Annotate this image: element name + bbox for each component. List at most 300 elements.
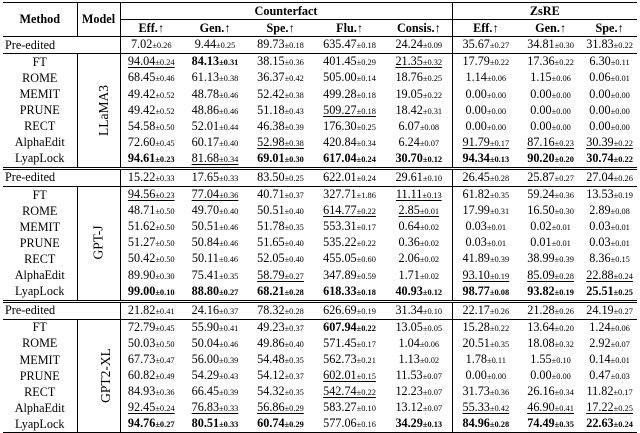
std-text: ±0.52 [155, 90, 175, 100]
std-text: ±0.12 [422, 154, 443, 164]
value-cell [182, 37, 248, 54]
value-cell [182, 135, 248, 151]
value-text: 58.79 [257, 267, 285, 282]
std-text: ±0.45 [155, 323, 175, 333]
std-text: ±0.00 [551, 90, 571, 100]
value-text: 13.64 [527, 319, 555, 334]
std-text: ±0.00 [486, 122, 507, 132]
value-cell [182, 352, 248, 368]
value-text: 91.79 [462, 134, 490, 149]
std-text: ±0.20 [554, 154, 574, 164]
value-text: 562.73 [323, 352, 357, 367]
value-text: 0.00 [530, 86, 552, 101]
metric-header-0: Eff.↑ [120, 20, 182, 37]
value-cell [582, 37, 637, 54]
value-cell [182, 86, 248, 102]
method-name: ROME [22, 203, 58, 218]
value-cell [452, 319, 519, 336]
value-cell [313, 368, 386, 384]
value-cell [248, 37, 313, 54]
std-text: ±0.50 [155, 122, 175, 132]
value-cell [452, 203, 519, 219]
value-text: 51.78 [257, 219, 285, 234]
value-text: 0.14 [589, 352, 611, 367]
value-text: 35.67 [462, 37, 490, 52]
std-text: ±0.47 [155, 356, 175, 366]
value-cell [582, 251, 637, 267]
std-text: ±0.25 [422, 74, 443, 84]
std-text: ±0.27 [554, 173, 574, 183]
value-text: 1.55 [530, 352, 552, 367]
std-text: ±0.02 [419, 356, 440, 366]
std-text: ±0.18 [356, 106, 376, 116]
value-cell [248, 251, 313, 267]
std-text: ±0.26 [152, 41, 172, 51]
value-cell [313, 301, 386, 319]
value-cell [182, 284, 248, 302]
value-text: 509.27 [323, 102, 357, 117]
counterfact-header: Counterfact [120, 3, 452, 20]
value-cell [248, 103, 313, 119]
value-text: 83.50 [257, 169, 285, 184]
std-text: ±0.34 [356, 138, 376, 148]
value-text: 26.45 [462, 169, 490, 184]
table-row [3, 187, 637, 204]
value-text: 6.24 [398, 134, 420, 149]
value-text: 48.78 [191, 86, 220, 101]
std-text: ±0.19 [613, 191, 633, 201]
std-text: ±0.37 [284, 372, 304, 382]
std-text: ±0.01 [610, 356, 630, 366]
std-text: ±0.31 [489, 207, 510, 217]
value-cell [248, 235, 313, 251]
value-text: 98.77 [462, 283, 490, 298]
pre-edited-label: Pre-edited [3, 168, 120, 186]
std-text: ±0.34 [219, 154, 239, 164]
value-cell [452, 235, 519, 251]
std-text: ±0.00 [610, 90, 630, 100]
value-cell [313, 319, 386, 336]
std-text: ±0.24 [613, 271, 633, 281]
std-text: ±0.33 [219, 173, 239, 183]
value-cell [182, 54, 248, 71]
value-cell [582, 219, 637, 235]
value-text: 420.84 [323, 134, 357, 149]
std-text: ±0.26 [554, 306, 574, 316]
std-text: ±0.41 [554, 404, 574, 414]
value-text: 0.01 [530, 235, 552, 250]
value-cell [120, 151, 182, 169]
std-text: ±0.36 [284, 58, 304, 68]
value-cell [582, 70, 637, 86]
model-label: LLaMA3 [77, 54, 120, 169]
std-text: ±0.41 [155, 306, 175, 316]
table-row [3, 54, 637, 71]
value-text: 0.02 [530, 219, 552, 234]
metric-header-3: Flu.↑ [336, 20, 363, 35]
value-text: 92.45 [127, 400, 156, 415]
value-text: 571.45 [323, 335, 357, 350]
value-cell [519, 203, 582, 219]
value-text: 56.00 [191, 352, 220, 367]
method-name: LyapLock [3, 416, 77, 433]
value-text: 1.13 [398, 352, 420, 367]
pre-edited-row [3, 168, 637, 186]
value-text: 8.36 [589, 251, 611, 266]
value-text: 55.33 [462, 400, 490, 415]
method-name: RECT [24, 384, 56, 399]
value-cell [182, 336, 248, 352]
value-cell [582, 103, 637, 119]
value-cell [452, 284, 519, 302]
std-text: ±0.33 [155, 173, 175, 183]
std-text: ±0.03 [610, 372, 630, 382]
value-cell [313, 400, 386, 416]
value-cell [519, 70, 582, 86]
method-name: PRUNE [19, 103, 60, 118]
value-cell [182, 187, 248, 204]
method-name: FT [3, 187, 77, 204]
std-text: ±0.28 [489, 420, 510, 430]
value-text: 85.09 [527, 267, 555, 282]
value-cell [582, 168, 637, 186]
value-text: 93.10 [462, 267, 490, 282]
value-cell [386, 416, 452, 433]
std-text: ±0.19 [356, 306, 376, 316]
std-text: ±0.22 [356, 239, 376, 249]
value-text: 16.50 [527, 203, 555, 218]
pre-edited-row [3, 37, 637, 54]
value-text: 67.73 [127, 352, 156, 367]
value-cell [452, 384, 519, 400]
value-cell [519, 284, 582, 302]
value-text: 455.05 [323, 251, 357, 266]
value-text: 622.01 [323, 169, 357, 184]
std-text: ±0.13 [489, 154, 510, 164]
value-cell [248, 135, 313, 151]
std-text: ±0.07 [422, 404, 443, 414]
std-text: ±0.07 [419, 138, 440, 148]
value-cell [120, 352, 182, 368]
std-text: ±0.22 [613, 138, 633, 148]
value-cell [386, 400, 452, 416]
value-cell [386, 151, 452, 169]
value-text: 75.41 [191, 267, 220, 282]
value-cell [519, 368, 582, 384]
value-text: 583.27 [323, 400, 357, 415]
method-name: ROME [22, 336, 58, 351]
std-text: ±0.46 [219, 339, 239, 349]
std-text: ±0.37 [284, 191, 304, 201]
value-cell [313, 384, 386, 400]
value-cell [386, 103, 452, 119]
value-cell [386, 352, 452, 368]
std-text: ±0.46 [219, 239, 239, 249]
value-text: 50.11 [191, 251, 219, 266]
value-text: 29.61 [395, 169, 423, 184]
value-text: 2.92 [589, 335, 611, 350]
value-text: 19.05 [395, 86, 423, 101]
value-text: 94.61 [127, 150, 156, 165]
value-cell [519, 119, 582, 135]
std-text: ±0.36 [554, 191, 574, 201]
value-text: 499.28 [323, 86, 357, 101]
std-text: ±0.13 [422, 191, 442, 201]
value-cell [313, 151, 386, 169]
value-text: 0.03 [465, 219, 487, 234]
std-text: ±0.22 [554, 58, 574, 68]
std-text: ±0.10 [422, 173, 443, 183]
value-text: 20.51 [462, 335, 490, 350]
std-text: ±0.14 [356, 74, 376, 84]
metric-header-4: Consis.↑ [396, 20, 441, 35]
value-cell [386, 368, 452, 384]
std-text: ±0.40 [284, 255, 304, 265]
value-text: 15.28 [462, 319, 490, 334]
std-text: ±0.28 [284, 287, 304, 297]
value-cell [386, 203, 452, 219]
value-text: 0.47 [589, 368, 611, 383]
value-text: 60.74 [257, 416, 285, 431]
std-text: ±0.30 [284, 154, 304, 164]
std-text: ±0.25 [284, 173, 304, 183]
value-text: 25.51 [586, 283, 614, 298]
metric-header-6: Gen.↑ [535, 20, 566, 35]
std-text: ±0.08 [489, 287, 510, 297]
value-text: 80.51 [191, 416, 220, 431]
std-text: ±0.00 [551, 122, 571, 132]
value-cell [313, 135, 386, 151]
value-text: 22.17 [462, 302, 490, 317]
std-text: ±0.25 [613, 404, 633, 414]
std-text: ±0.46 [218, 255, 239, 265]
value-text: 54.32 [257, 384, 285, 399]
value-text: 21.82 [127, 302, 156, 317]
std-text: ±0.32 [554, 339, 574, 349]
std-text: ±0.22 [613, 154, 633, 164]
value-text: 94.04 [127, 54, 156, 69]
std-text: ±0.06 [419, 339, 440, 349]
value-text: 93.82 [527, 283, 555, 298]
std-text: ±0.01 [610, 223, 630, 233]
pre-edited-label: Pre-edited [3, 301, 120, 319]
method-name: RECT [24, 119, 56, 134]
std-text: ±0.27 [613, 306, 633, 316]
value-cell [386, 235, 452, 251]
std-text: ±0.37 [284, 323, 304, 333]
value-text: 76.83 [191, 400, 220, 415]
results-table [3, 2, 637, 433]
value-cell [582, 384, 637, 400]
value-cell [452, 135, 519, 151]
std-text: ±0.22 [356, 388, 376, 398]
value-cell [120, 103, 182, 119]
std-text: ±0.10 [356, 404, 376, 414]
value-cell [519, 54, 582, 71]
std-text: ±0.02 [419, 223, 440, 233]
value-text: 0.00 [530, 118, 552, 133]
value-cell [313, 37, 386, 54]
value-text: 13.53 [586, 187, 614, 202]
value-cell [120, 119, 182, 135]
value-text: 60.82 [127, 368, 156, 383]
std-text: ±0.45 [155, 138, 175, 148]
std-text: ±0.02 [419, 239, 440, 249]
value-cell [182, 219, 248, 235]
method-name: RECT [24, 251, 56, 266]
value-cell [582, 352, 637, 368]
std-text: ±0.02 [419, 255, 440, 265]
std-text: ±0.07 [610, 339, 630, 349]
value-text: 18.42 [395, 102, 423, 117]
std-text: ±0.39 [489, 255, 510, 265]
std-text: ±0.02 [419, 271, 440, 281]
value-cell [386, 119, 452, 135]
value-text: 0.00 [530, 368, 552, 383]
value-text: 49.42 [127, 102, 156, 117]
std-text: ±0.18 [284, 41, 304, 51]
std-text: ±0.01 [486, 223, 507, 233]
value-cell [386, 336, 452, 352]
value-cell [519, 219, 582, 235]
header-row-1 [3, 3, 637, 20]
value-cell [248, 168, 313, 186]
std-text: ±0.28 [489, 173, 510, 183]
value-text: 18.76 [395, 70, 423, 85]
std-text: ±0.35 [489, 191, 510, 201]
value-cell [313, 119, 386, 135]
value-text: 607.94 [323, 319, 357, 334]
value-cell [452, 301, 519, 319]
std-text: ±0.22 [489, 323, 510, 333]
value-cell [386, 301, 452, 319]
value-text: 50.84 [191, 235, 220, 250]
value-cell [519, 268, 582, 284]
value-text: 11.82 [586, 384, 614, 399]
value-text: 38.99 [527, 251, 555, 266]
value-text: 21.35 [395, 54, 423, 69]
value-cell [582, 235, 637, 251]
value-cell [519, 336, 582, 352]
std-text: ±0.00 [486, 106, 507, 116]
value-cell [120, 319, 182, 336]
value-cell [452, 368, 519, 384]
value-cell [248, 416, 313, 433]
std-text: ±0.46 [219, 223, 239, 233]
value-text: 84.96 [462, 416, 490, 431]
std-text: ±0.23 [554, 138, 574, 148]
value-text: 31.73 [462, 384, 490, 399]
value-text: 401.45 [323, 54, 357, 69]
std-text: ±0.25 [216, 41, 236, 51]
value-cell [248, 119, 313, 135]
std-text: ±0.01 [419, 207, 440, 217]
std-text: ±0.15 [610, 255, 630, 265]
std-text: ±0.26 [489, 306, 510, 316]
method-name: FT [3, 319, 77, 336]
value-text: 11.11 [395, 187, 423, 202]
method-name: ROME [22, 70, 58, 85]
std-text: ±0.00 [610, 106, 630, 116]
std-text: ±0.35 [284, 388, 304, 398]
value-text: 51.65 [257, 235, 285, 250]
std-text: ±0.39 [219, 388, 239, 398]
value-cell [313, 336, 386, 352]
value-cell [313, 416, 386, 433]
value-cell [120, 268, 182, 284]
value-text: 94.34 [462, 150, 490, 165]
value-text: 30.70 [395, 150, 423, 165]
std-text: ±0.25 [613, 287, 633, 297]
value-text: 15.22 [127, 169, 156, 184]
std-text: ±0.42 [489, 404, 510, 414]
value-text: 614.77 [323, 203, 357, 218]
value-text: 0.03 [589, 235, 611, 250]
value-cell [519, 319, 582, 336]
value-cell [386, 70, 452, 86]
std-text: ±0.27 [219, 287, 239, 297]
std-text: ±0.00 [551, 106, 571, 116]
value-cell [313, 168, 386, 186]
value-text: 40.71 [257, 187, 285, 202]
value-text: 51.62 [127, 219, 156, 234]
value-text: 2.85 [398, 203, 420, 218]
std-text: ±0.33 [219, 404, 239, 414]
value-text: 72.60 [127, 134, 156, 149]
std-text: ±0.27 [155, 420, 175, 430]
value-cell [452, 70, 519, 86]
value-text: 51.18 [257, 102, 285, 117]
value-text: 89.73 [257, 37, 285, 52]
value-cell [182, 319, 248, 336]
value-cell [313, 70, 386, 86]
value-text: 54.48 [257, 352, 285, 367]
value-cell [452, 86, 519, 102]
table-row [3, 319, 637, 336]
value-cell [582, 284, 637, 302]
value-cell [248, 319, 313, 336]
value-cell [386, 135, 452, 151]
std-text: ±0.52 [155, 106, 175, 116]
std-text: ±0.22 [356, 207, 376, 217]
value-cell [248, 268, 313, 284]
value-text: 87.16 [527, 134, 555, 149]
std-text: ±0.24 [613, 420, 633, 430]
std-text: ±0.27 [284, 271, 304, 281]
std-text: ±0.09 [422, 41, 443, 51]
std-text: ±0.46 [219, 106, 239, 116]
value-text: 30.74 [586, 150, 614, 165]
value-text: 99.00 [127, 283, 156, 298]
value-text: 24.19 [586, 302, 614, 317]
value-cell [120, 187, 182, 204]
value-cell [248, 284, 313, 302]
value-text: 21.28 [527, 302, 555, 317]
std-text: ±0.60 [356, 255, 376, 265]
value-cell [519, 416, 582, 433]
std-text: ±0.18 [356, 41, 376, 51]
value-cell [120, 416, 182, 433]
metric-header-1: Gen.↑ [199, 20, 231, 35]
value-text: 54.29 [191, 368, 220, 383]
value-cell [248, 70, 313, 86]
value-cell [313, 352, 386, 368]
std-text: ±0.18 [356, 287, 376, 297]
value-cell [120, 70, 182, 86]
std-text: ±0.17 [356, 223, 376, 233]
value-text: 327.71 [323, 187, 357, 202]
value-cell [452, 54, 519, 71]
